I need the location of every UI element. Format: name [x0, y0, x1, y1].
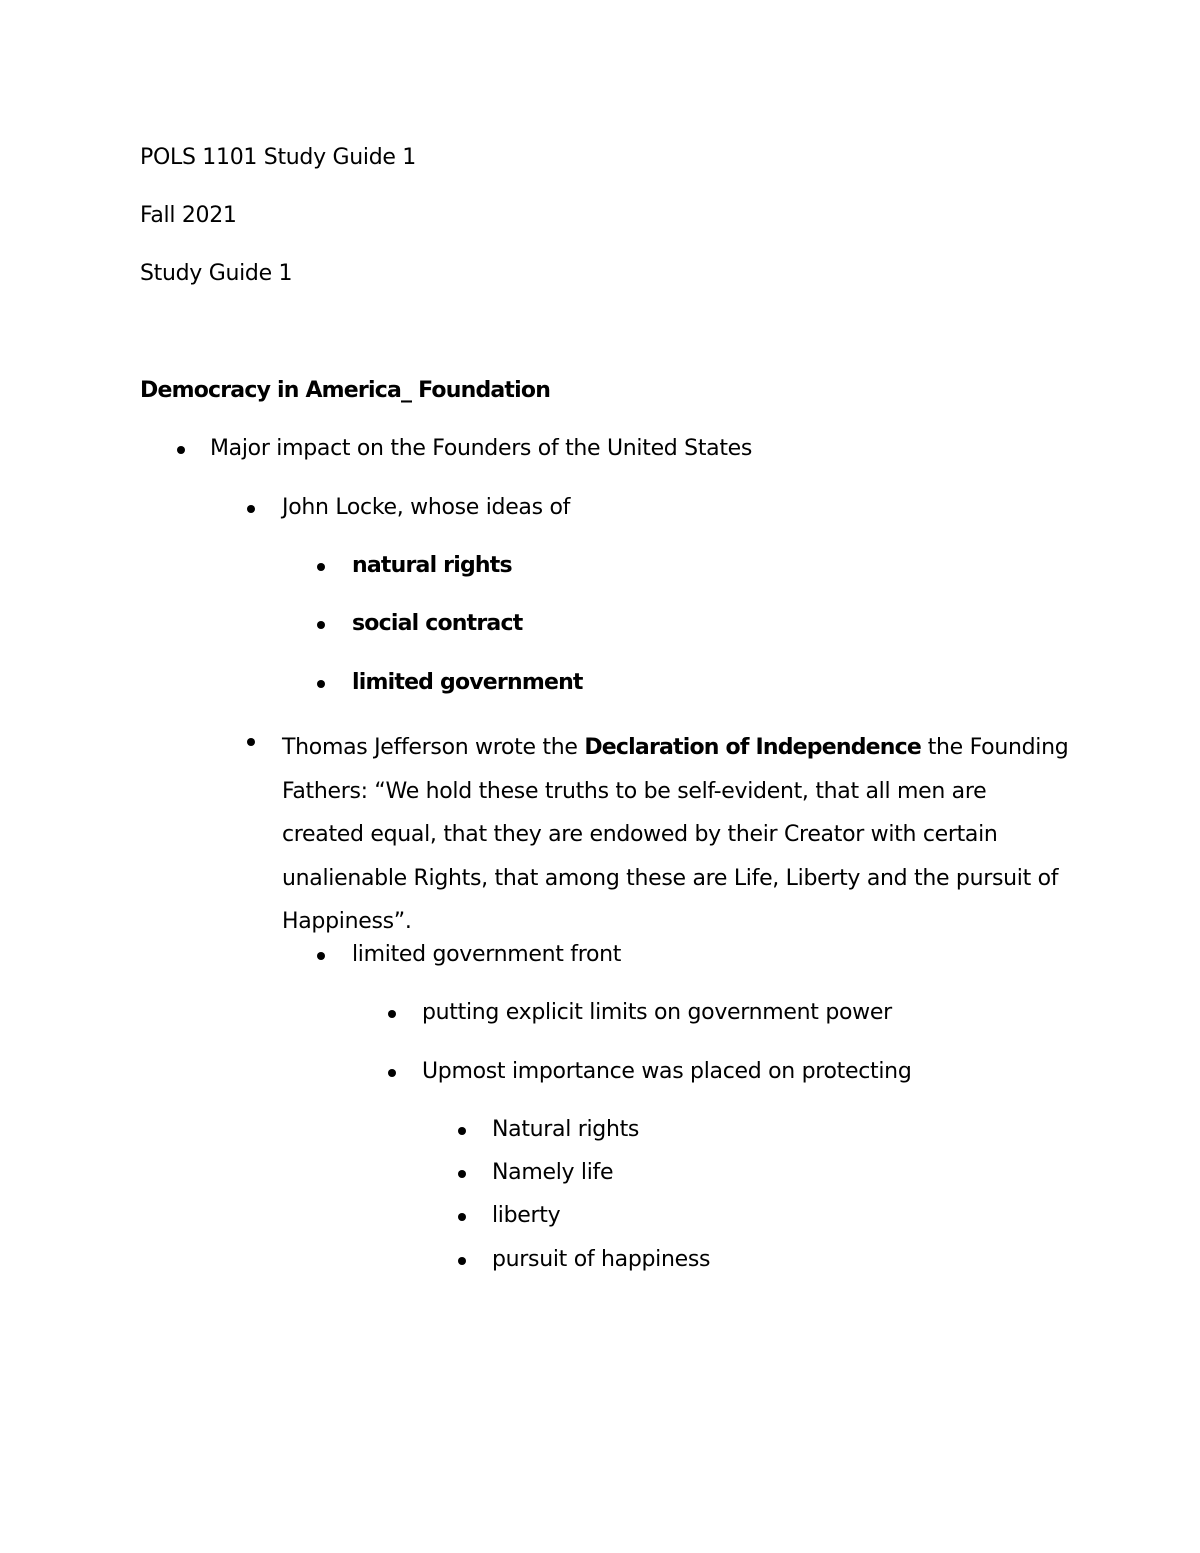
- bullet-icon: [317, 680, 325, 688]
- bullet-icon: [317, 563, 325, 571]
- bullet-icon: [458, 1127, 466, 1135]
- bullet-icon: [247, 738, 255, 746]
- bullet-icon: [458, 1170, 466, 1178]
- list-item: John Locke, whose ideas of: [282, 495, 571, 520]
- list-item: pursuit of happiness: [492, 1247, 711, 1272]
- jefferson-text-end: the Founding Fathers: “We hold these truths to be self-evident, that all men are created equal, that they are endowed by their Creator with certain unalienable Rights, that among these are Life, Liberty and the pursuit of Happiness”.: [282, 735, 1069, 934]
- bullet-icon: [458, 1213, 466, 1221]
- bullet-icon: [388, 1010, 396, 1018]
- section-heading: Democracy in America_ Foundation: [140, 378, 551, 403]
- bullet-icon: [458, 1257, 466, 1265]
- declaration-title: Declaration of Independence: [584, 735, 922, 760]
- list-item: limited government front: [352, 942, 622, 967]
- list-item: Natural rights: [492, 1117, 640, 1142]
- list-item: Upmost importance was placed on protecting: [422, 1059, 912, 1084]
- list-item: limited government: [352, 670, 583, 695]
- term-label: Fall 2021: [140, 203, 237, 228]
- jefferson-paragraph: [282, 726, 1072, 944]
- list-item: liberty: [492, 1203, 561, 1228]
- jefferson-text-start: Thomas Jefferson wrote the: [282, 735, 585, 760]
- subtitle: Study Guide 1: [140, 261, 293, 286]
- list-item: putting explicit limits on government power: [422, 1000, 892, 1025]
- bullet-icon: [247, 505, 255, 513]
- course-title: POLS 1101 Study Guide 1: [140, 145, 416, 170]
- bullet-icon: [317, 952, 325, 960]
- list-item: Major impact on the Founders of the United States: [210, 436, 753, 461]
- bullet-icon: [388, 1069, 396, 1077]
- list-item: natural rights: [352, 553, 512, 578]
- list-item: Namely life: [492, 1160, 614, 1185]
- bullet-icon: [317, 621, 325, 629]
- list-item: social contract: [352, 611, 523, 636]
- bullet-icon: [177, 446, 185, 454]
